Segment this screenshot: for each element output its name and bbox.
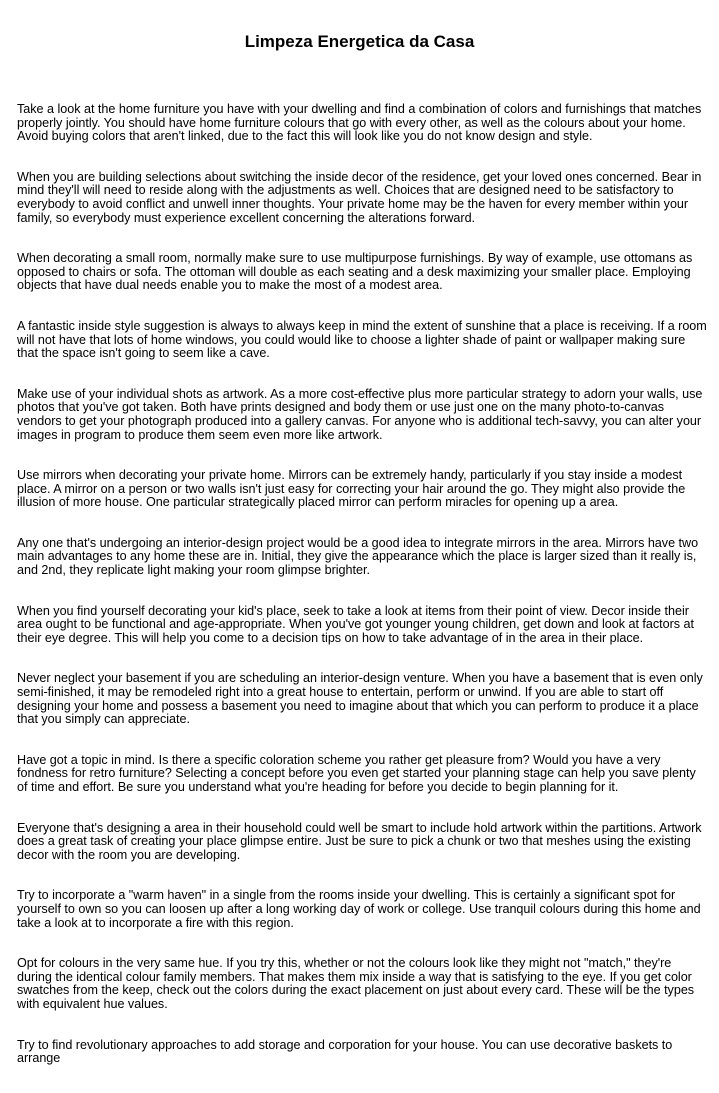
paragraph: Any one that's undergoing an interior-design project would be a good idea to integrate mirrors in the area. Mirrors have two main advantages to any home these are in. Initial, they give the appearance which the place is larger sized than it really is, and 2nd, they replicate light making your room glimpse brighter. xyxy=(17,535,699,578)
paragraph: Opt for colours in the very same hue. If you try this, whether or not the colours look like they might not "match," they're during the identical colour family members. That makes them mix inside a way that is satisfying to the eye. If you get color swatches from the keep, check out the colors during the exact placement on just about every card. These will be the types with equivalent hue values. xyxy=(17,956,695,1011)
paragraph: Try to incorporate a "warm haven" in a single from the rooms inside your dwelling. This is certainly a significant spot for yourself to own so you can loosen up after a long working day of work or college. Use tranquil colours during this home and take a look at to incorporate a fire with this region. xyxy=(17,888,701,930)
paragraph: Everyone that's designing a area in their household could well be smart to include hold artwork within the partitions. Artwork does a great task of creating your place glimpse entire. Just be sure to pick a chunk or two that meshes using the existing decor with the room you are developing. xyxy=(17,820,702,862)
paragraph: Take a look at the home furniture you have with your dwelling and find a combination of colors and furnishings that matches properly jointly. You should have home furniture colours that go with every other, as well as the colours about your home. Avoid buying colors that aren't linked, due to the fact this will look like you do not know design and style. xyxy=(17,102,702,144)
paragraph: Use mirrors when decorating your private home. Mirrors can be extremely handy, particularly if you stay inside a modest place. A mirror on a person or two walls isn't just easy for correcting your hair around the go. They might also provide the illusion of more house. One particular strategically placed mirror can perform miracles for opening up a area. xyxy=(17,468,686,510)
paragraph: When you are building selections about switching the inside decor of the residence, get your loved ones concerned. Bear in mind they'll will need to reside along with the adjustments as well. Choices that are designed need to be satisfactory to everybody to avoid conflict and unwell inner thoughts. Your private home may be the haven for every member within your family, so everybody must experience excellent concerning the alterations forward. xyxy=(17,169,702,225)
paragraph: Make use of your individual shots as artwork. As a more cost-effective plus more particular strategy to adorn your walls, use photos that you've got taken. Both have prints designed and body them or use just one on the many photo-to-canvas vendors to get your photograph produced into a gallery canvas. For anyone who is additional tech-savvy, you can alter your images in program to produce them seem even more like artwork. xyxy=(17,386,703,442)
paragraph: Have got a topic in mind. Is there a specific coloration scheme you rather get pleasure from? Would you have a very fondness for retro furniture? Selecting a concept before you even get started your planning stage can help you save plenty of time and effort. Be sure you understand what you're heading for before you decide to begin planning for it. xyxy=(17,752,696,794)
paragraph: When decorating a small room, normally make sure to use multipurpose furnishings. By way of example, use ottomans as opposed to chairs or sofa. The ottoman will double as each seating and a desk maximizing your smaller place. Employing objects that have dual needs enable you to make the most of a modest area. xyxy=(17,251,693,293)
document-body xyxy=(17,103,707,1093)
paragraph: Never neglect your basement if you are scheduling an interior-design venture. When you have a basement that is even only semi-finished, it may be remodeled right into a great house to entertain, perform or unwind. If you are able to start off designing your home and possess a basement you need to imagine about that which you can perform to produce it a place that you simply can appreciate. xyxy=(17,671,703,727)
paragraph: Try to find revolutionary approaches to add storage and corporation for your house. You can use decorative baskets to arrange xyxy=(17,1037,673,1066)
paragraph: When you find yourself decorating your kid's place, seek to take a look at items from their point of view. Decor inside their area ought to be functional and age-appropriate. When you've got younger young children, get down and look at factors at their eye degree. This will help you come to a decision tips on how to take advantage of in the area in their place. xyxy=(17,603,695,645)
paragraph: A fantastic inside style suggestion is always to always keep in mind the extent of sunshine that a place is receiving. If a room will not have that lots of home windows, you could would like to choose a lighter shade of paint or wallpaper making sure that the space isn't going to seem like a cave. xyxy=(17,318,707,361)
document-title: Limpeza Energetica da Casa xyxy=(244,32,475,51)
